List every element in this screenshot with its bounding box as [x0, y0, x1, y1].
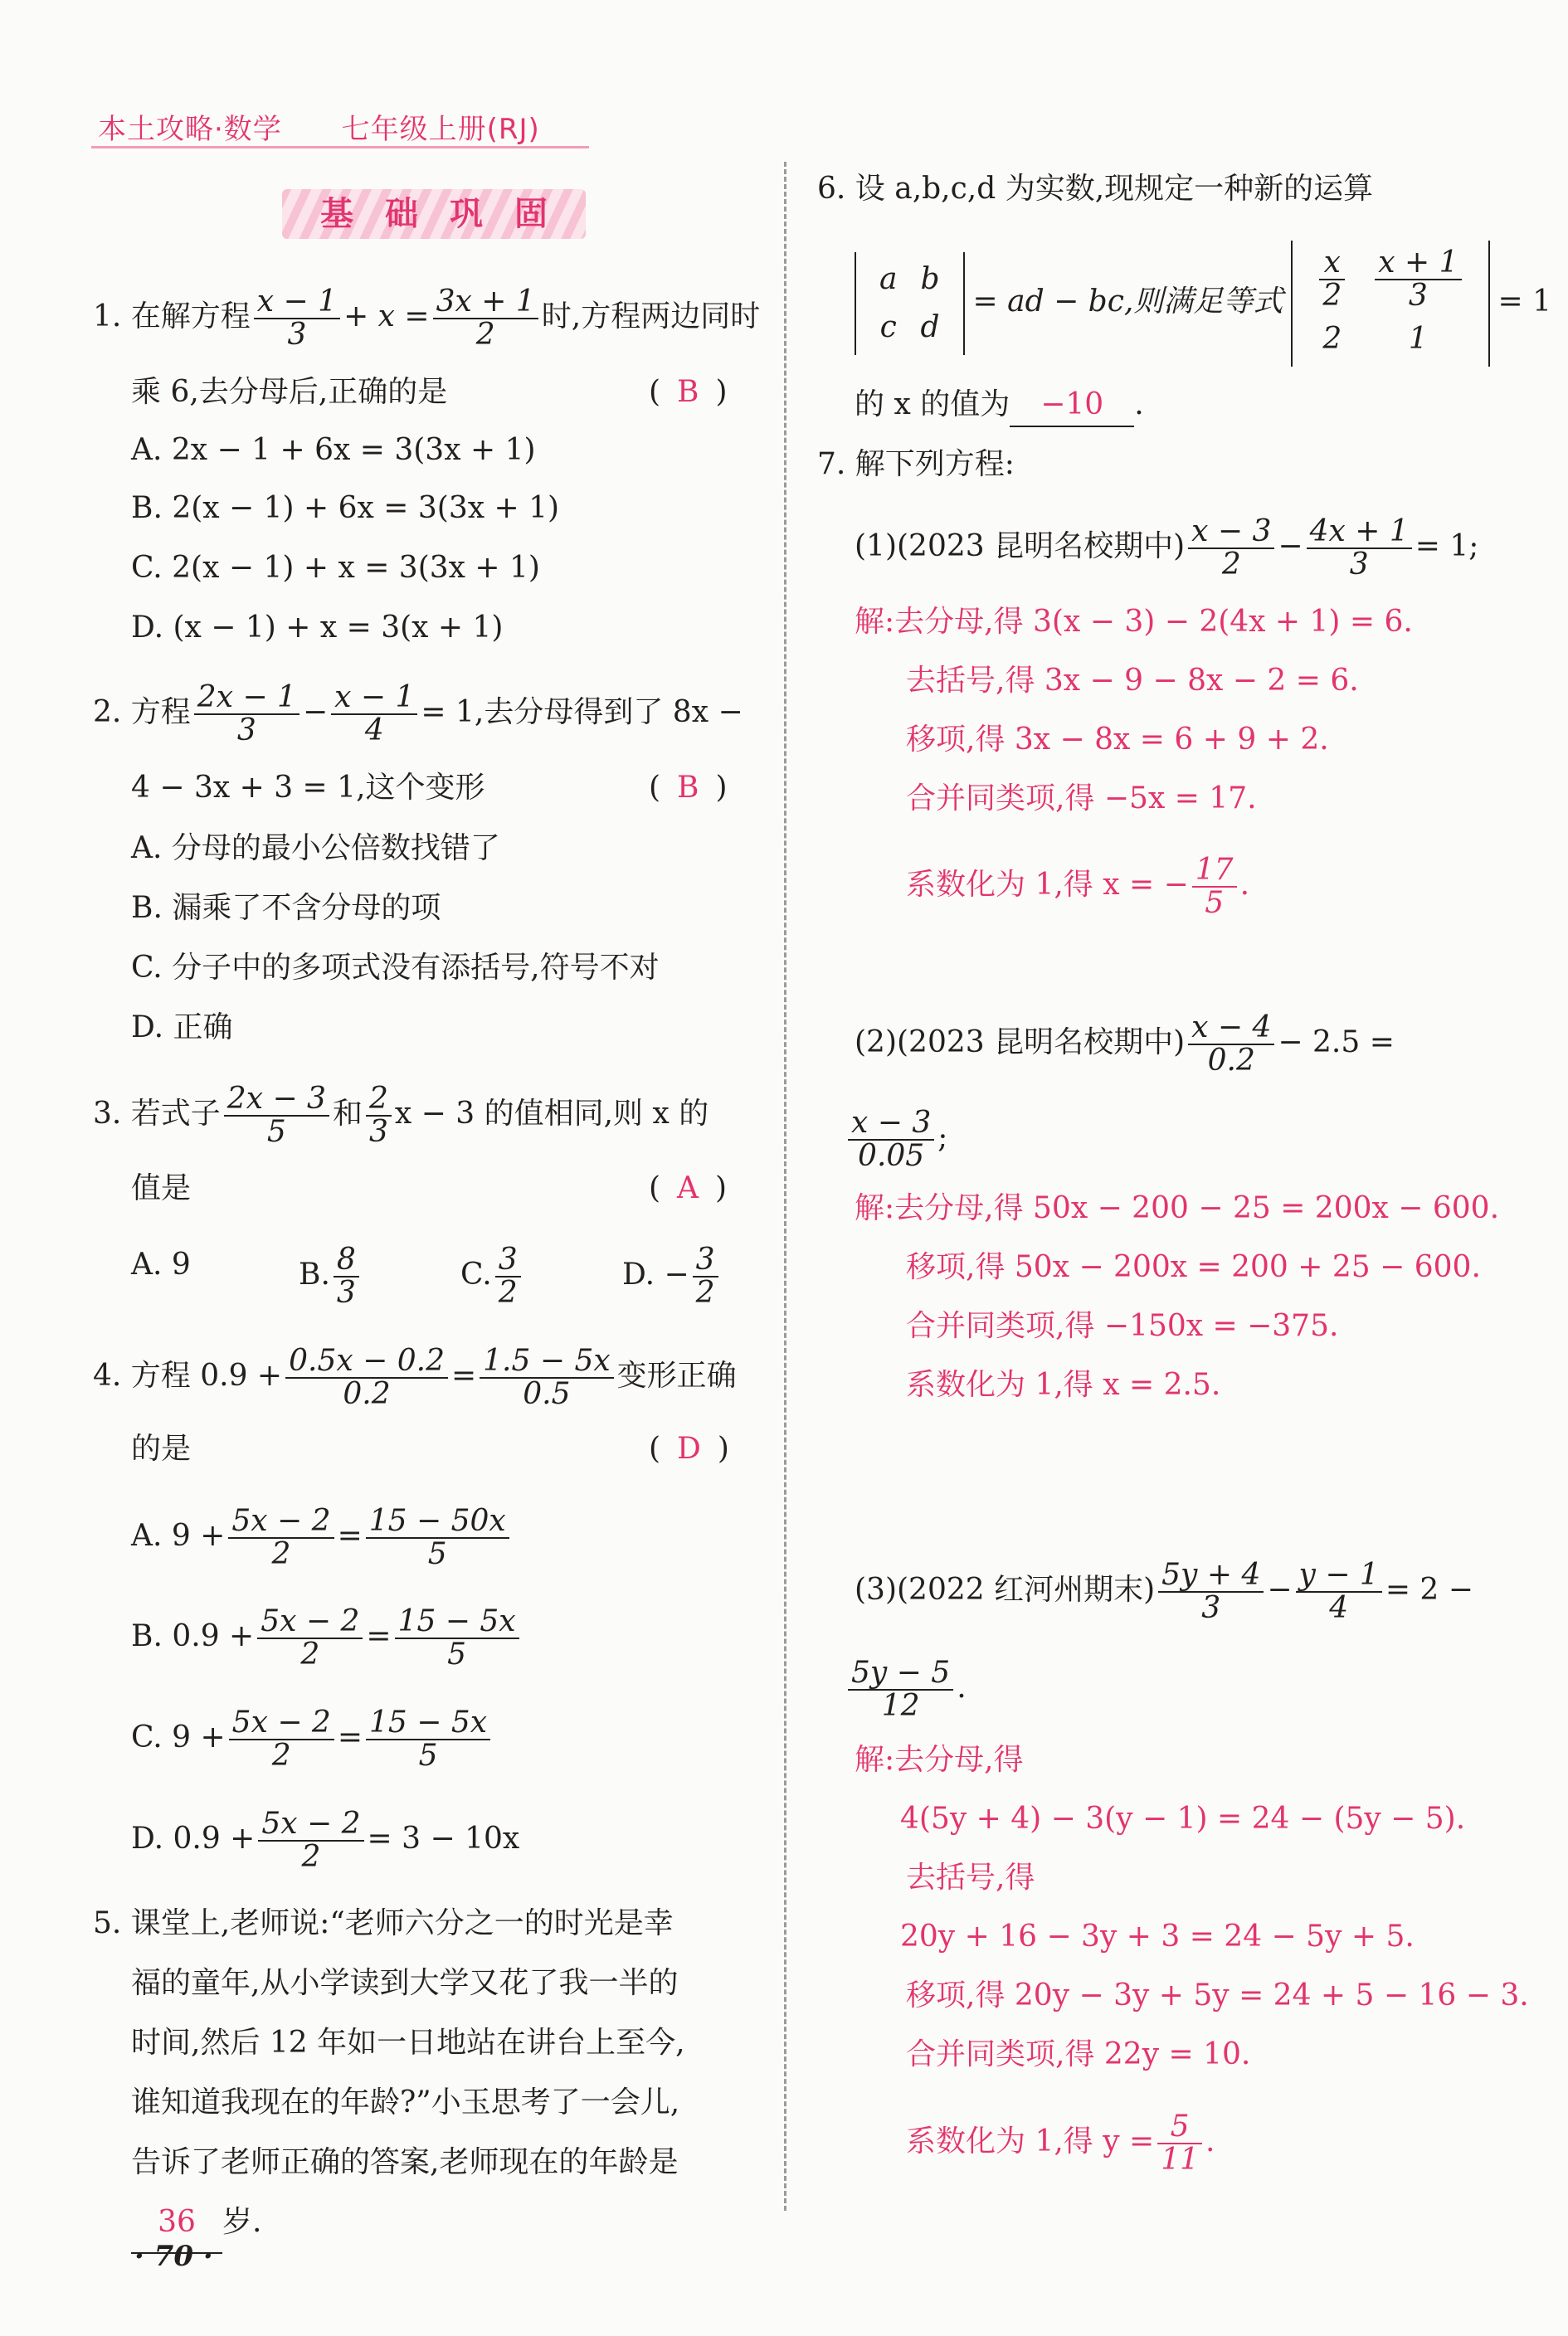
- q4-option-d: D. 0.9 + $\frac{5x - 2}{2}$ = 3 − 10x: [131, 1807, 520, 1874]
- q1-stem: 1. 在解方程 $\frac{x - 1}{3}$ + x = $\frac{3x + 1}{2}$ 时,方程两边同时: [93, 285, 761, 352]
- q6-answer: −10: [1010, 384, 1134, 427]
- column-divider: [784, 162, 786, 2211]
- q4-option-a: A. 9 + $\frac{5x - 2}{2}$ = $\frac{15 - 50x}{5}$: [131, 1506, 513, 1570]
- q2-option-d: D. 正确: [131, 1010, 233, 1044]
- book-title: 本土攻略·数学: [98, 113, 282, 146]
- q2-option-a: A. 分母的最小公倍数找错了: [131, 831, 500, 865]
- q4-stem-cont: 的是: [131, 1432, 192, 1466]
- q5-answer: 36: [131, 2192, 222, 2254]
- q7-p1-result: 系数化为 1,得 x = − $\frac{17}{5}$ .: [906, 853, 1250, 920]
- q4-stem: 4. 方程 0.9 + $\frac{0.5x - 0.2}{0.2}$ = $\frac{1.5 - 5x}{0.5}$ 变形正确: [93, 1344, 737, 1411]
- section-title: 基础巩固: [320, 195, 579, 233]
- q7-p3-step6: 合并同类项,得 22y = 10.: [906, 2037, 1251, 2071]
- q7-p1-step2: 去括号,得 3x − 9 − 8x − 2 = 6.: [906, 664, 1359, 698]
- q3-option-b: B. $\frac{8}{3}$: [299, 1244, 363, 1309]
- q1-stem-cont: 乘 6,去分母后,正确的是: [131, 375, 448, 409]
- book-grade: 七年级上册(RJ): [341, 113, 540, 146]
- q1-answer: ( B ): [649, 375, 728, 409]
- q7-p2-equation-cont: $\frac{x - 3}{0.05}$ ;: [845, 1107, 947, 1172]
- q7-p3-result: 系数化为 1,得 y = $\frac{5}{11}$ .: [906, 2110, 1215, 2177]
- q2-option-b: B. 漏乘了不含分母的项: [131, 891, 441, 925]
- q7-p3-equation: (3)(2022 红河州期末) $\frac{5y + 4}{3}$ − $\frac{y - 1}{4}$ = 2 −: [855, 1558, 1473, 1625]
- q3-answer: ( A ): [649, 1171, 728, 1205]
- q7-p3-step1: 解:去分母,得: [855, 1743, 1024, 1777]
- q7-p1-step3: 移项,得 3x − 8x = 6 + 9 + 2.: [906, 723, 1329, 757]
- q2-answer: ( B ): [649, 771, 728, 805]
- q3-stem: 3. 若式子 $\frac{2x - 3}{5}$ 和 $\frac{2}{3}$ x − 3 的值相同,则 x 的: [93, 1082, 709, 1149]
- q7-p2-step4: 系数化为 1,得 x = 2.5.: [906, 1368, 1221, 1402]
- q2-stem-cont: 4 − 3x + 3 = 1,这个变形: [131, 771, 485, 805]
- q3-option-d: D. − $\frac{3}{2}$: [622, 1244, 722, 1309]
- q7-p3-step2: 4(5y + 4) − 3(y − 1) = 24 − (5y − 5).: [900, 1802, 1466, 1836]
- q7-p1-step4: 合并同类项,得 −5x = 17.: [906, 781, 1257, 815]
- q7-p3-step4: 20y + 16 − 3y + 3 = 24 − 5y + 5.: [900, 1920, 1415, 1954]
- q4-option-c: C. 9 + $\frac{5x - 2}{2}$ = $\frac{15 - 5x}{5}$: [131, 1707, 494, 1772]
- page-number: · 70 ·: [134, 2240, 213, 2273]
- q7-p3-step5: 移项,得 20y − 3y + 5y = 24 + 5 − 16 − 3.: [906, 1978, 1529, 2012]
- q1-option-a: A. 2x − 1 + 6x = 3(3x + 1): [131, 433, 536, 467]
- q6-stem: 6. 设 a,b,c,d 为实数,现规定一种新的运算: [817, 172, 1374, 206]
- q5-text: 5. 课堂上,老师说:“老师六分之一的时光是幸 福的童年,从小学读到大学又花了我一半的 时间,然后 12 年如一日地站在讲台上至今, 谁知道我现在的年龄?”小玉思考了一会儿, 告诉了老师正确的答案,老师现在的年龄是 36 岁.: [93, 1894, 685, 2254]
- q7-p3-step3: 去括号,得: [906, 1861, 1035, 1895]
- q7-p2-step3: 合并同类项,得 −150x = −375.: [906, 1309, 1339, 1343]
- q2-option-c: C. 分子中的多项式没有添括号,符号不对: [131, 951, 660, 985]
- q7-p2-step2: 移项,得 50x − 200x = 200 + 25 − 600.: [906, 1250, 1481, 1284]
- q4-answer: ( D ): [649, 1432, 729, 1466]
- q1-option-c: C. 2(x − 1) + x = 3(3x + 1): [131, 551, 540, 585]
- q3-stem-cont: 值是: [131, 1171, 192, 1205]
- q7-p1-step1: 解:去分母,得 3(x − 3) − 2(4x + 1) = 6.: [855, 605, 1413, 639]
- q4-option-b: B. 0.9 + $\frac{5x - 2}{2}$ = $\frac{15 - 5x}{5}$: [131, 1606, 523, 1671]
- q1-option-b: B. 2(x − 1) + 6x = 3(3x + 1): [131, 491, 560, 525]
- q3-option-c: C. $\frac{3}{2}$: [460, 1244, 524, 1309]
- q3-option-a: A. 9: [131, 1248, 191, 1282]
- q2-stem: 2. 方程 $\frac{2x - 1}{3}$ − $\frac{x - 1}{4}$ = 1,去分母得到了 8x −: [93, 680, 743, 747]
- q7-p3-equation-cont: $\frac{5y - 5}{12}$ .: [845, 1657, 967, 1722]
- q6-definition: a b c d = ad − bc,则满足等式 $\frac{x}{2}$ $\frac{x + 1}{3}$ 2 1 = 1: [855, 241, 1551, 367]
- q7-p2-step1: 解:去分母,得 50x − 200 − 25 = 200x − 600.: [855, 1191, 1500, 1225]
- header-rule: [91, 146, 589, 148]
- q1-option-d: D. (x − 1) + x = 3(x + 1): [131, 611, 504, 645]
- q6-determinant: a b c d: [855, 252, 965, 355]
- q7-p1-equation: (1)(2023 昆明名校期中) $\frac{x - 3}{2}$ − $\frac{4x + 1}{3}$ = 1;: [855, 514, 1479, 582]
- header: [98, 106, 540, 147]
- q6-equation-determinant: $\frac{x}{2}$ $\frac{x + 1}{3}$ 2 1: [1291, 241, 1489, 367]
- q7-p2-equation: (2)(2023 昆明名校期中) $\frac{x - 4}{0.2}$ − 2.5 =: [855, 1010, 1395, 1078]
- q6-ask: 的 x 的值为 −10 .: [855, 384, 1144, 427]
- q7-title: 7. 解下列方程:: [817, 447, 1015, 481]
